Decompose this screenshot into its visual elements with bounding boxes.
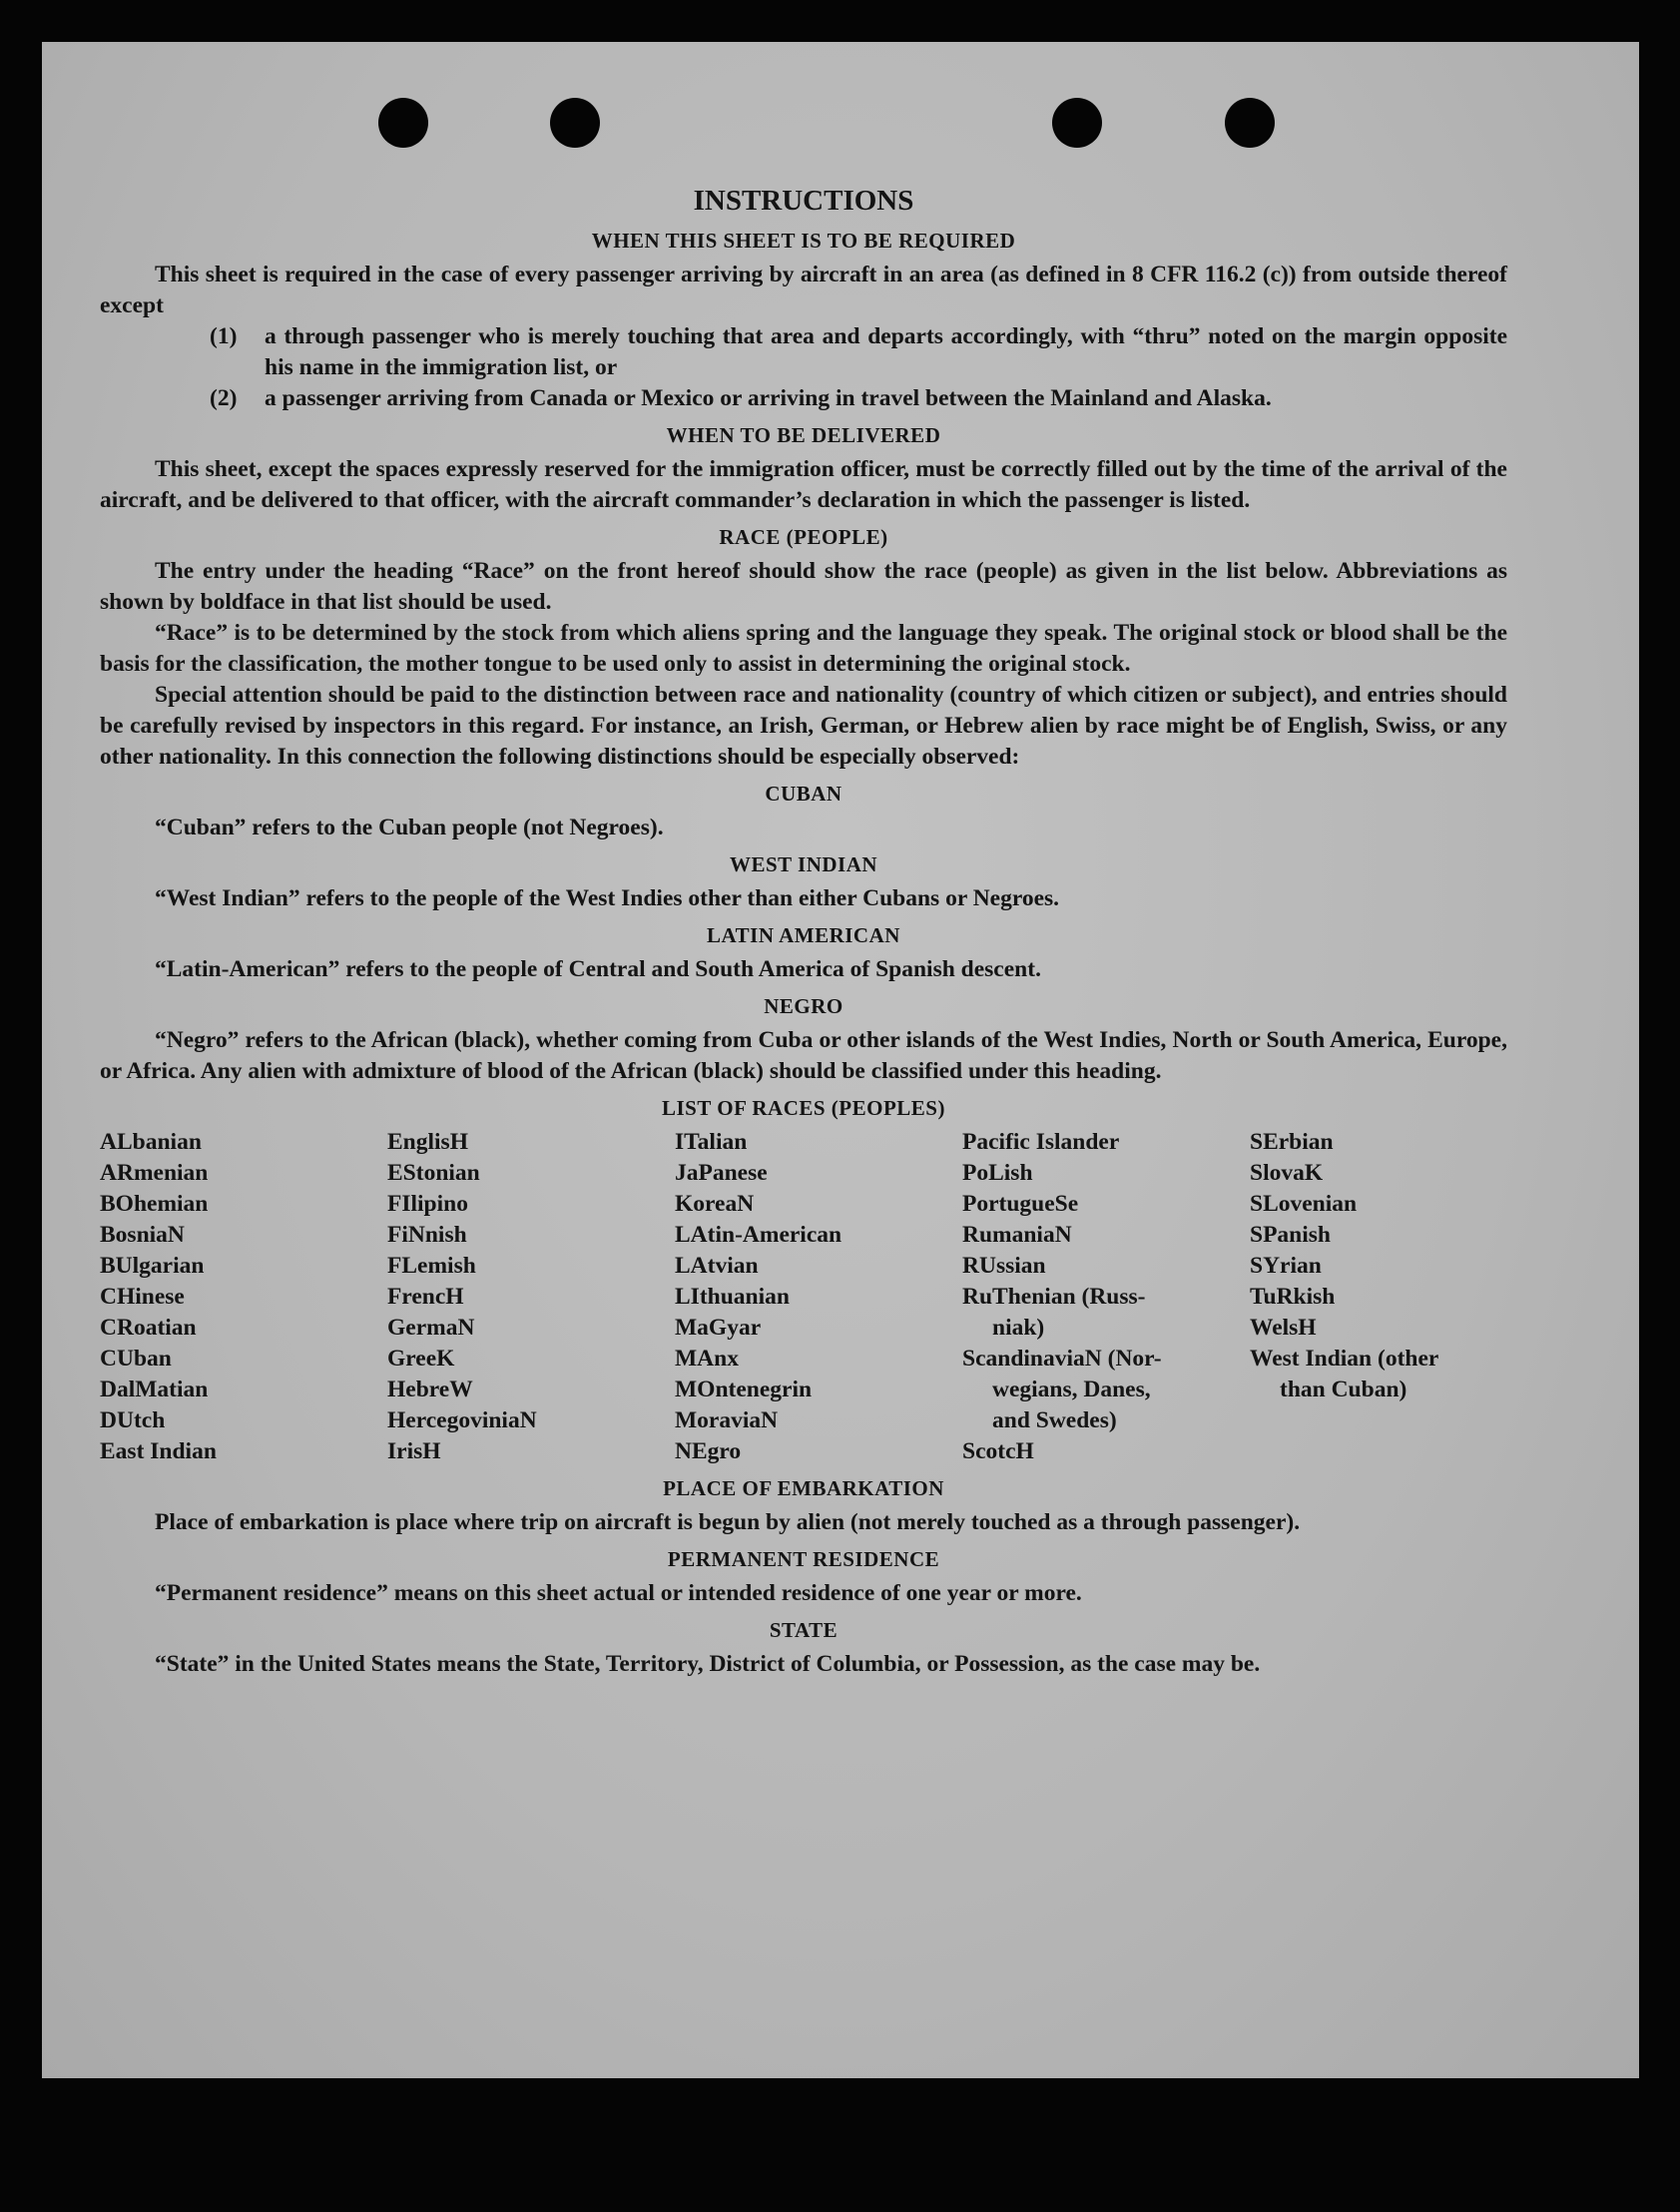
race-entry: SYrian [1250,1253,1322,1279]
race-entry: JaPanese [675,1160,768,1186]
race-entry: ITalian [675,1129,748,1155]
race-entry-continued: than Cuban) [1280,1377,1407,1402]
section-heading-race: RACE (PEOPLE) [719,525,888,549]
exception-item-2 [210,383,1507,414]
races-column-2 [387,1127,675,1467]
latin-american-text: “Latin-American” refers to the people of Central and South America of Spanish descent. [155,956,1041,982]
embarkation-text: Place of embarkation is place where trip on aircraft is begun by alien (not merely touched as a through passenger). [155,1509,1301,1535]
race-entry-continued: wegians, Danes, [992,1377,1151,1402]
races-column-4 [962,1127,1250,1467]
race-entry: RUssian [962,1253,1046,1279]
race-entry: FLemish [387,1253,476,1279]
punch-hole [378,98,428,148]
section-heading-latin-american: LATIN AMERICAN [707,923,900,947]
section-heading-cuban: CUBAN [765,782,842,806]
page-title: INSTRUCTIONS [693,185,914,217]
races-list [100,1127,1507,1467]
instructions-content [100,182,1507,1680]
delivered-text: This sheet, except the spaces expressly reserved for the immigration officer, must be correctly filled out by the time of the arrival of the aircraft, and be delivered to that officer, with the aircraft commander’s declaration in which the passenger is listed. [100,456,1507,513]
race-entry: LAtin-American [675,1222,842,1248]
race-entry: West Indian (other [1250,1346,1439,1372]
exception-item-1 [210,321,1507,383]
race-entry: MOntenegrin [675,1377,813,1402]
race-paragraph-3: Special attention should be paid to the distinction between race and nationality (country of which citizen or subject), and entries should be carefully revised by inspectors in this regard. For instance, an Irish, German, or Hebrew alien by race might be of English, Swiss, or any other nationality. In this connection the following distinctions should be especially observed: [100,682,1507,770]
state-text: “State” in the United States means the State, Territory, District of Columbia, or Possession, as the case may be. [155,1651,1261,1677]
exception-text: a through passenger who is merely touching that area and departs accordingly, with “thru” noted on the margin opposite his name in the immigration list, or [265,323,1507,380]
section-heading-residence: PERMANENT RESIDENCE [667,1547,940,1571]
exception-number: (1) [210,323,238,349]
race-entry: BosniaN [100,1222,185,1248]
races-column-1 [100,1127,387,1467]
cuban-text: “Cuban” refers to the Cuban people (not Negroes). [155,815,664,840]
negro-text: “Negro” refers to the African (black), whether coming from Cuba or other islands of the West Indies, North or South America, Europe, or Africa. Any alien with admixture of blood of the African (black) should be classified under this heading. [100,1027,1507,1084]
race-entry: PoLish [962,1160,1033,1186]
section-heading-negro: NEGRO [764,994,843,1018]
punch-hole [1225,98,1275,148]
race-entry: CHinese [100,1284,185,1310]
race-entry: MoraviaN [675,1407,779,1433]
race-entry: ARmenian [100,1160,209,1186]
document-sheet [42,42,1639,2078]
race-entry: GreeK [387,1346,455,1372]
section-heading-state: STATE [769,1618,839,1642]
punch-hole [550,98,600,148]
race-entry: CRoatian [100,1315,197,1341]
section-heading-west-indian: WEST INDIAN [729,852,878,876]
race-entry: NEgro [675,1438,742,1464]
race-entry: TuRkish [1250,1284,1336,1310]
races-column-5 [1250,1127,1509,1467]
race-entry: EStonian [387,1160,480,1186]
section-heading-delivered: WHEN TO BE DELIVERED [666,423,941,447]
race-entry: DUtch [100,1407,166,1433]
race-paragraph-1: The entry under the heading “Race” on the front hereof should show the race (people) as given in the list below. Abbreviations as shown by boldface in that list should be used. [100,558,1507,615]
race-entry: IrisH [387,1438,441,1464]
exception-text: a passenger arriving from Canada or Mexico or arriving in travel between the Mainland and Alaska. [265,385,1272,411]
race-entry: BUlgarian [100,1253,205,1279]
race-entry: SErbian [1250,1129,1334,1155]
race-entry: MaGyar [675,1315,762,1341]
race-entry: SLovenian [1250,1191,1358,1217]
race-entry: RuThenian (Russ- [962,1284,1146,1310]
race-entry: ALbanian [100,1129,202,1155]
race-entry: RumaniaN [962,1222,1072,1248]
race-paragraph-2: “Race” is to be determined by the stock from which aliens spring and the language they speak. The original stock or blood shall be the basis for the classification, the mother tongue to be used only to assist in determining the original stock. [100,620,1507,677]
race-entry: FiNnish [387,1222,467,1248]
residence-text: “Permanent residence” means on this sheet actual or intended residence of one year or more. [155,1580,1082,1606]
race-entry: KoreaN [675,1191,755,1217]
races-column-3 [675,1127,962,1467]
race-entry: LIthuanian [675,1284,790,1310]
race-entry: SlovaK [1250,1160,1324,1186]
exception-number: (2) [210,385,238,411]
race-entry: CUban [100,1346,172,1372]
section-heading-required: WHEN THIS SHEET IS TO BE REQUIRED [591,229,1016,253]
race-entry: Pacific Islander [962,1129,1120,1155]
race-entry: PortugueSe [962,1191,1079,1217]
race-entry: ScotcH [962,1438,1034,1464]
race-entry-continued: niak) [992,1315,1045,1341]
race-entry: ScandinaviaN (Nor- [962,1346,1162,1372]
race-entry: HercegoviniaN [387,1407,537,1433]
race-entry: DalMatian [100,1377,209,1402]
required-intro: This sheet is required in the case of every passenger arriving by aircraft in an area (as defined in 8 CFR 116.2 (c)) from outside thereof except [100,262,1507,318]
race-entry: WelsH [1250,1315,1317,1341]
race-entry: GermaN [387,1315,475,1341]
race-entry: FIlipino [387,1191,468,1217]
race-entry: BOhemian [100,1191,209,1217]
west-indian-text: “West Indian” refers to the people of the West Indies other than either Cubans or Negroes. [155,885,1060,911]
punch-hole [1052,98,1102,148]
race-entry: SPanish [1250,1222,1331,1248]
race-entry: FrencH [387,1284,464,1310]
race-entry-continued: and Swedes) [992,1407,1117,1433]
race-entry: MAnx [675,1346,739,1372]
race-entry: LAtvian [675,1253,759,1279]
race-entry: East Indian [100,1438,217,1464]
race-entry: EnglisH [387,1129,468,1155]
race-entry: HebreW [387,1377,473,1402]
section-heading-list-of-races: LIST OF RACES (PEOPLES) [662,1096,945,1120]
section-heading-embarkation: PLACE OF EMBARKATION [663,1476,944,1500]
